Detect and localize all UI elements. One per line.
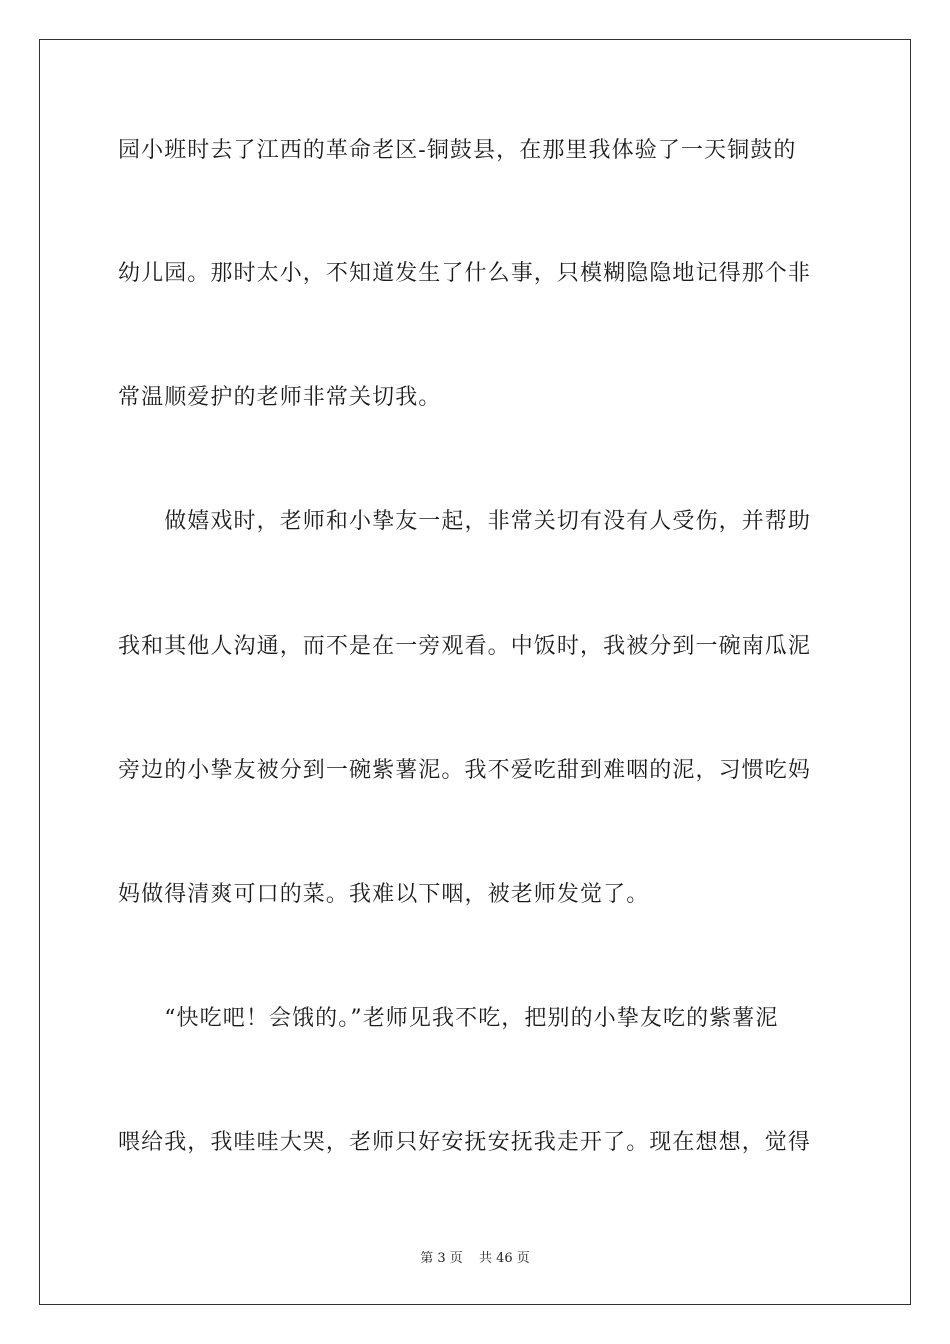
page-border [39,39,911,1305]
text-line-7: 妈做得清爽可口的菜。我难以下咽，被老师发觉了。 [118,882,650,907]
text-line-2: 幼儿园。那时太小，不知道发生了什么事，只模糊隐隐地记得那个非 [118,261,812,286]
text-line-5: 我和其他人沟通，而不是在一旁观看。中饭时，我被分到一碗南瓜泥 [118,634,812,659]
text-line-4: 做嬉戏时，老师和小挚友一起，非常关切有没有人受伤，并帮助 [118,509,812,534]
page-number: 第 3 页 [420,1251,463,1266]
text-line-9: 喂给我，我哇哇大哭，老师只好安抚安抚我走开了。现在想想，觉得 [118,1130,812,1155]
page-footer [0,1247,950,1266]
text-line-8: “快吃吧！会饿的。”老师见我不吃，把别的小挚友吃的紫薯泥 [118,1006,779,1031]
text-line-6: 旁边的小挚友被分到一碗紫薯泥。我不爱吃甜到难咽的泥，习惯吃妈 [118,758,812,783]
text-line-1: 园小班时去了江西的革命老区-铜鼓县，在那里我体验了一天铜鼓的 [118,138,797,163]
page-total: 共 46 页 [478,1251,530,1266]
text-line-3: 常温顺爱护的老师非常关切我。 [118,385,442,410]
